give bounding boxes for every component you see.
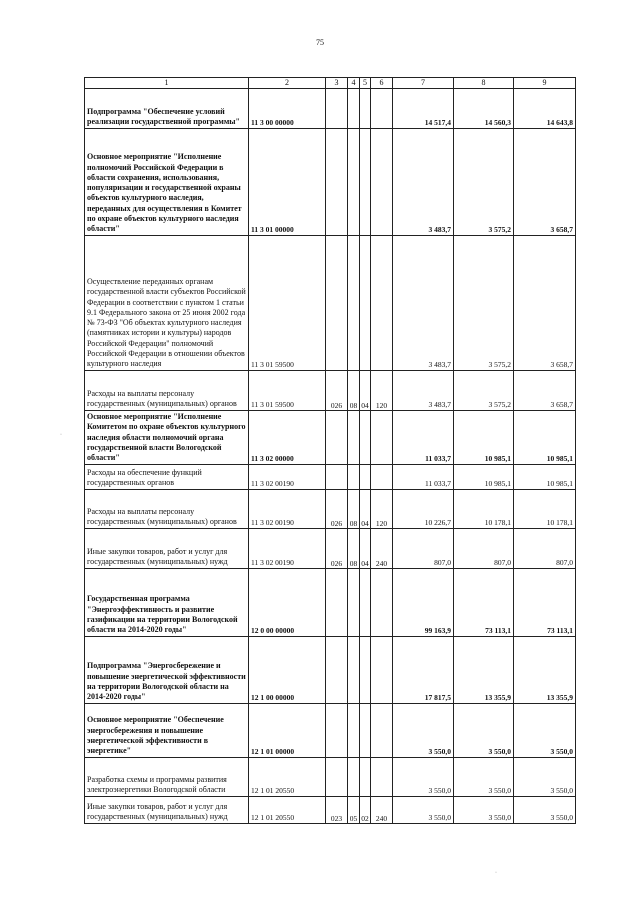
expense-type-code: 240 [371,797,393,824]
table-row [85,411,576,465]
row-name: Разработка схемы и программы развития электроэнергетики Вологодской области [85,758,249,797]
section-code [348,89,360,129]
col-header: 8 [454,78,514,89]
expense-type-code: 120 [371,371,393,411]
amount-year-3: 3 658,7 [514,371,576,411]
section-code [348,465,360,490]
ministry-code [326,704,348,758]
amount-year-2: 73 113,1 [454,569,514,637]
subsection-code [360,569,371,637]
subsection-code [360,704,371,758]
ministry-code: 026 [326,529,348,569]
subsection-code: 04 [360,371,371,411]
subsection-code: 04 [360,529,371,569]
program-code: 12 1 00 00000 [249,637,326,704]
expense-type-code: 120 [371,490,393,529]
row-name: Основное мероприятие "Обеспечение энергосбережения и повышение энергетической эффективности в энергетике" [85,704,249,758]
amount-year-3: 14 643,8 [514,89,576,129]
col-header: 7 [393,78,454,89]
col-header: 4 [348,78,360,89]
program-code: 12 1 01 20550 [249,797,326,824]
table-row [85,637,576,704]
expense-type-code [371,129,393,236]
table-row [85,465,576,490]
amount-year-2: 13 355,9 [454,637,514,704]
table-row [85,129,576,236]
page-number: 75 [316,38,324,47]
expense-type-code [371,758,393,797]
ministry-code: 026 [326,490,348,529]
row-name: Расходы на выплаты персоналу государственных (муниципальных) органов [85,371,249,411]
col-header: 2 [249,78,326,89]
program-code: 12 0 00 00000 [249,569,326,637]
amount-year-1: 807,0 [393,529,454,569]
section-code [348,637,360,704]
amount-year-1: 11 033,7 [393,411,454,465]
table-row [85,758,576,797]
amount-year-2: 10 985,1 [454,465,514,490]
amount-year-1: 14 517,4 [393,89,454,129]
col-header: 6 [371,78,393,89]
row-name: Основное мероприятие "Исполнение полномочий Российской Федерации в области сохранения, использования, популяризации и государственной охраны объектов культурного наследия, переданных для осуществления в Комитет по охране объектов культурного наследия области" [85,129,249,236]
expense-type-code [371,569,393,637]
subsection-code [360,758,371,797]
subsection-code [360,129,371,236]
table-row [85,89,576,129]
amount-year-1: 11 033,7 [393,465,454,490]
section-code [348,129,360,236]
amount-year-3: 3 550,0 [514,758,576,797]
section-code [348,758,360,797]
expense-type-code [371,704,393,758]
table-row [85,236,576,371]
program-code: 12 1 01 00000 [249,704,326,758]
amount-year-3: 13 355,9 [514,637,576,704]
amount-year-2: 807,0 [454,529,514,569]
row-name: Расходы на обеспечение функций государственных органов [85,465,249,490]
amount-year-1: 3 483,7 [393,236,454,371]
amount-year-3: 3 550,0 [514,797,576,824]
col-header: 3 [326,78,348,89]
amount-year-2: 3 550,0 [454,758,514,797]
row-name: Расходы на выплаты персоналу государственных (муниципальных) органов [85,490,249,529]
subsection-code [360,236,371,371]
row-name: Иные закупки товаров, работ и услуг для государственных (муниципальных) нужд [85,529,249,569]
amount-year-1: 3 483,7 [393,371,454,411]
section-code [348,704,360,758]
section-code: 08 [348,529,360,569]
amount-year-3: 3 550,0 [514,704,576,758]
program-code: 11 3 00 00000 [249,89,326,129]
amount-year-2: 3 550,0 [454,797,514,824]
expense-type-code [371,236,393,371]
expense-type-code [371,637,393,704]
header-row [85,78,576,89]
section-code: 05 [348,797,360,824]
row-name: Подпрограмма "Обеспечение условий реализации государственной программы" [85,89,249,129]
subsection-code: 02 [360,797,371,824]
row-name: Иные закупки товаров, работ и услуг для государственных (муниципальных) нужд [85,797,249,824]
ministry-code [326,411,348,465]
table-row [85,797,576,824]
amount-year-1: 3 550,0 [393,704,454,758]
ministry-code [326,758,348,797]
subsection-code [360,89,371,129]
subsection-code [360,411,371,465]
amount-year-1: 3 550,0 [393,797,454,824]
program-code: 11 3 01 59500 [249,371,326,411]
subsection-code: 04 [360,490,371,529]
ministry-code [326,89,348,129]
amount-year-1: 99 163,9 [393,569,454,637]
ministry-code: 026 [326,371,348,411]
expense-type-code [371,89,393,129]
section-code: 08 [348,490,360,529]
amount-year-1: 17 817,5 [393,637,454,704]
expense-type-code [371,465,393,490]
expense-type-code: 240 [371,529,393,569]
section-code [348,236,360,371]
amount-year-3: 807,0 [514,529,576,569]
col-header: 5 [360,78,371,89]
amount-year-2: 3 575,2 [454,236,514,371]
amount-year-2: 3 575,2 [454,371,514,411]
amount-year-3: 10 985,1 [514,411,576,465]
amount-year-3: 10 178,1 [514,490,576,529]
amount-year-1: 3 483,7 [393,129,454,236]
ministry-code [326,569,348,637]
col-header: 9 [514,78,576,89]
ministry-code [326,465,348,490]
section-code [348,569,360,637]
program-code: 11 3 02 00000 [249,411,326,465]
row-name: Осуществление переданных органам государственной власти субъектов Российской Федерации в соответствии с пунктом 1 статьи 9.1 Федерального закона от 25 июня 2002 года № 73-ФЗ "Об объектах культурного наследия (памятниках истории и культуры) народов Российской Федерации" полномочий Российской Федерации в отношении объектов культурного наследия [85,236,249,371]
program-code: 11 3 02 00190 [249,529,326,569]
subsection-code [360,637,371,704]
amount-year-1: 3 550,0 [393,758,454,797]
program-code: 11 3 01 00000 [249,129,326,236]
amount-year-3: 3 658,7 [514,129,576,236]
row-name: Подпрограмма "Энергосбережение и повышение энергетической эффективности на территории Вологодской области на 2014-2020 годы" [85,637,249,704]
col-header: 1 [85,78,249,89]
row-name: Основное мероприятие "Исполнение Комитетом по охране объектов культурного наследия области полномочий органа государственной власти Вологодской области" [85,411,249,465]
amount-year-2: 3 575,2 [454,129,514,236]
amount-year-3: 10 985,1 [514,465,576,490]
ministry-code [326,637,348,704]
amount-year-3: 73 113,1 [514,569,576,637]
amount-year-2: 10 985,1 [454,411,514,465]
amount-year-2: 14 560,3 [454,89,514,129]
margin-mark: · [60,432,62,438]
amount-year-2: 10 178,1 [454,490,514,529]
budget-table [84,77,576,824]
section-code: 08 [348,371,360,411]
expense-type-code [371,411,393,465]
table-row [85,529,576,569]
program-code: 11 3 02 00190 [249,490,326,529]
amount-year-1: 10 226,7 [393,490,454,529]
program-code: 12 1 01 20550 [249,758,326,797]
section-code [348,411,360,465]
subsection-code [360,465,371,490]
amount-year-3: 3 658,7 [514,236,576,371]
margin-mark: · [495,870,497,876]
row-name: Государственная программа "Энергоэффективность и развитие газификации на территории Вологодской области на 2014-2020 годы" [85,569,249,637]
table-row [85,490,576,529]
table-row [85,704,576,758]
table-row [85,569,576,637]
program-code: 11 3 02 00190 [249,465,326,490]
ministry-code [326,236,348,371]
program-code: 11 3 01 59500 [249,236,326,371]
ministry-code: 023 [326,797,348,824]
ministry-code [326,129,348,236]
amount-year-2: 3 550,0 [454,704,514,758]
table-row [85,371,576,411]
